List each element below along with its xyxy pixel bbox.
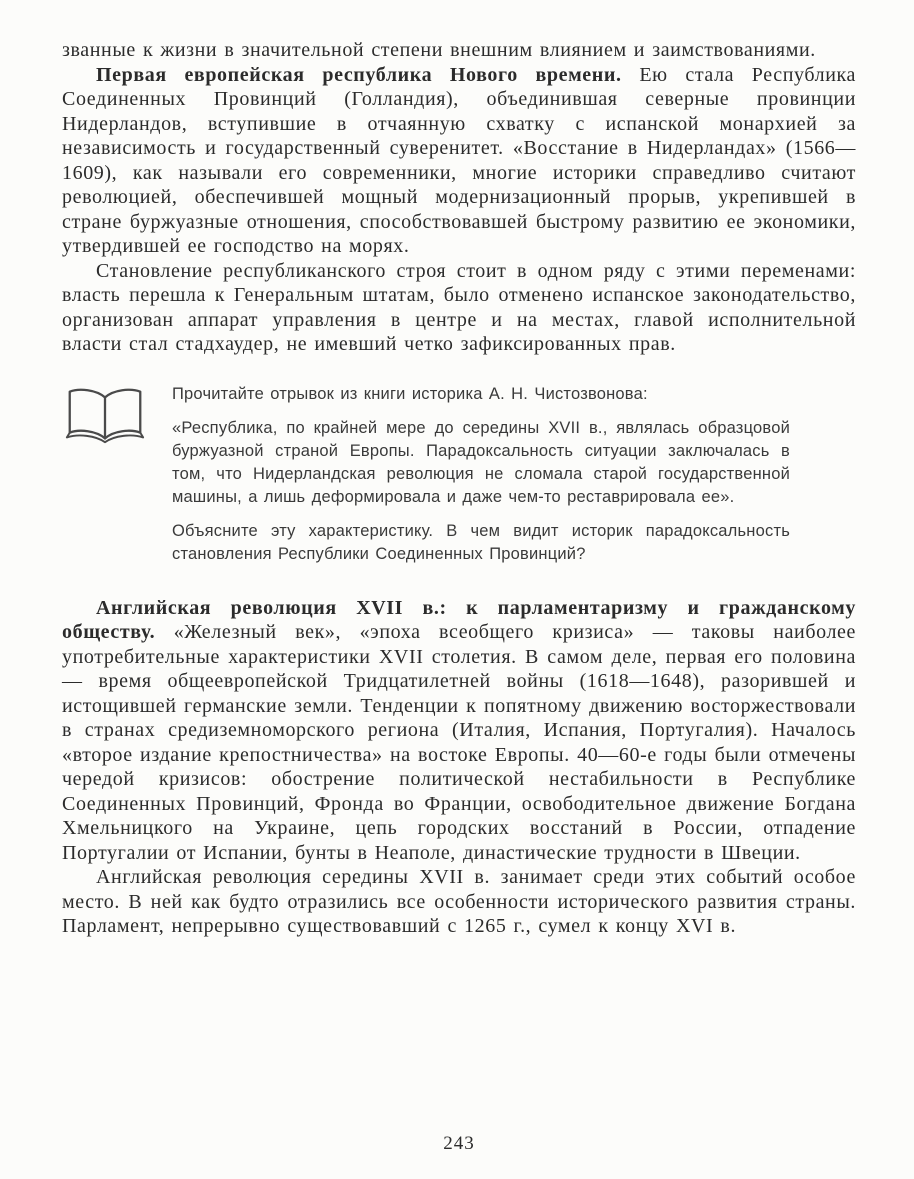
paragraph-republican-system: Становление республиканского строя стоит в одном ряду с этими переменами: власть перешла к Генеральным штатам, было отменено испанское законодательство, организован аппарат управления в центре и на местах, главой исполнительной власти стал стадхаудер, не имевший четко зафиксированных прав. (62, 259, 856, 355)
paragraph-english-revolution (62, 596, 856, 866)
paragraph-text: Ею стала Республика Соединенных Провинций (Голландия), объединившая северные провинции Нидерландов, вступившие в отчаянную схватку с испанской монархией за независимость и государственный суверенитет. «Восстание в Нидерландах» (1566—1609), как называли его современники, многие историки справедливо считают революцией, обеспечившей мощный модернизационный прорыв, укрепившей в стране буржуазные отношения, способствовавшей быстрому развитию ее экономики, утвердившей ее господство на морях. (62, 63, 857, 257)
paragraph-text: «Железный век», «эпоха всеобщего кризиса» — таковы наиболее употребительные характеристики XVII столетия. В самом деле, первая его половина — время общеевропейской Тридцатилетней войны (1618—1648), разорившей и истощившей германские земли. Тенденции к попятному движению восторжествовали в странах средиземноморского региона (Италия, Испания, Португалия). Началось «второе издание крепостничества» на востоке Европы. 40—60-е годы были отмечены чередой кризисов: обострение политической нестабильности в Республике Соединенных Провинций, Фронда во Франции, освободительное движение Богдана Хмельницкого на Украине, цепь городских восстаний в России, отпадение Португалии от Испании, бунты в Неаполе, династические трудности в Швеции. (62, 621, 856, 864)
paragraph-first-republic (62, 63, 856, 259)
run-in-heading-first-republic: Первая европейская республика Нового времени. (96, 63, 622, 86)
run-in-heading-english-revolution: Английская революция XVII в.: к парламентаризму и гражданскому обществу. (62, 596, 856, 643)
excerpt-quote: «Республика, по крайней мере до середины XVII в., являлась образцовой буржуазной страной Европы. Парадоксальность ситуации заключалась в том, что Нидерландская революция не сломала старой государственной машины, а лишь деформировала и даже чем-то реставрировала ее». (172, 418, 790, 506)
excerpt-intro: Прочитайте отрывок из книги историка А. Н. Чистозвонова: (172, 384, 648, 403)
page-number: 243 (443, 1133, 475, 1154)
excerpt-text-column (172, 383, 790, 566)
excerpt-question: Объясните эту характеристику. В чем видит историк парадоксальность становления Республики Соединенных Провинций? (172, 521, 790, 563)
paragraph-english-revolution-place: Английская революция середины XVII в. занимает среди этих событий особое место. В ней как будто отразились все особенности исторического развития страны. Парламент, непрерывно существовавший с 1265 г., сумел к концу XVI в. (62, 866, 856, 937)
open-book-icon (64, 383, 146, 451)
paragraph-continuation: званные к жизни в значительной степени внешним влиянием и заимствованиями. (62, 39, 816, 61)
source-excerpt-block (64, 383, 856, 566)
main-text-column (62, 38, 856, 939)
